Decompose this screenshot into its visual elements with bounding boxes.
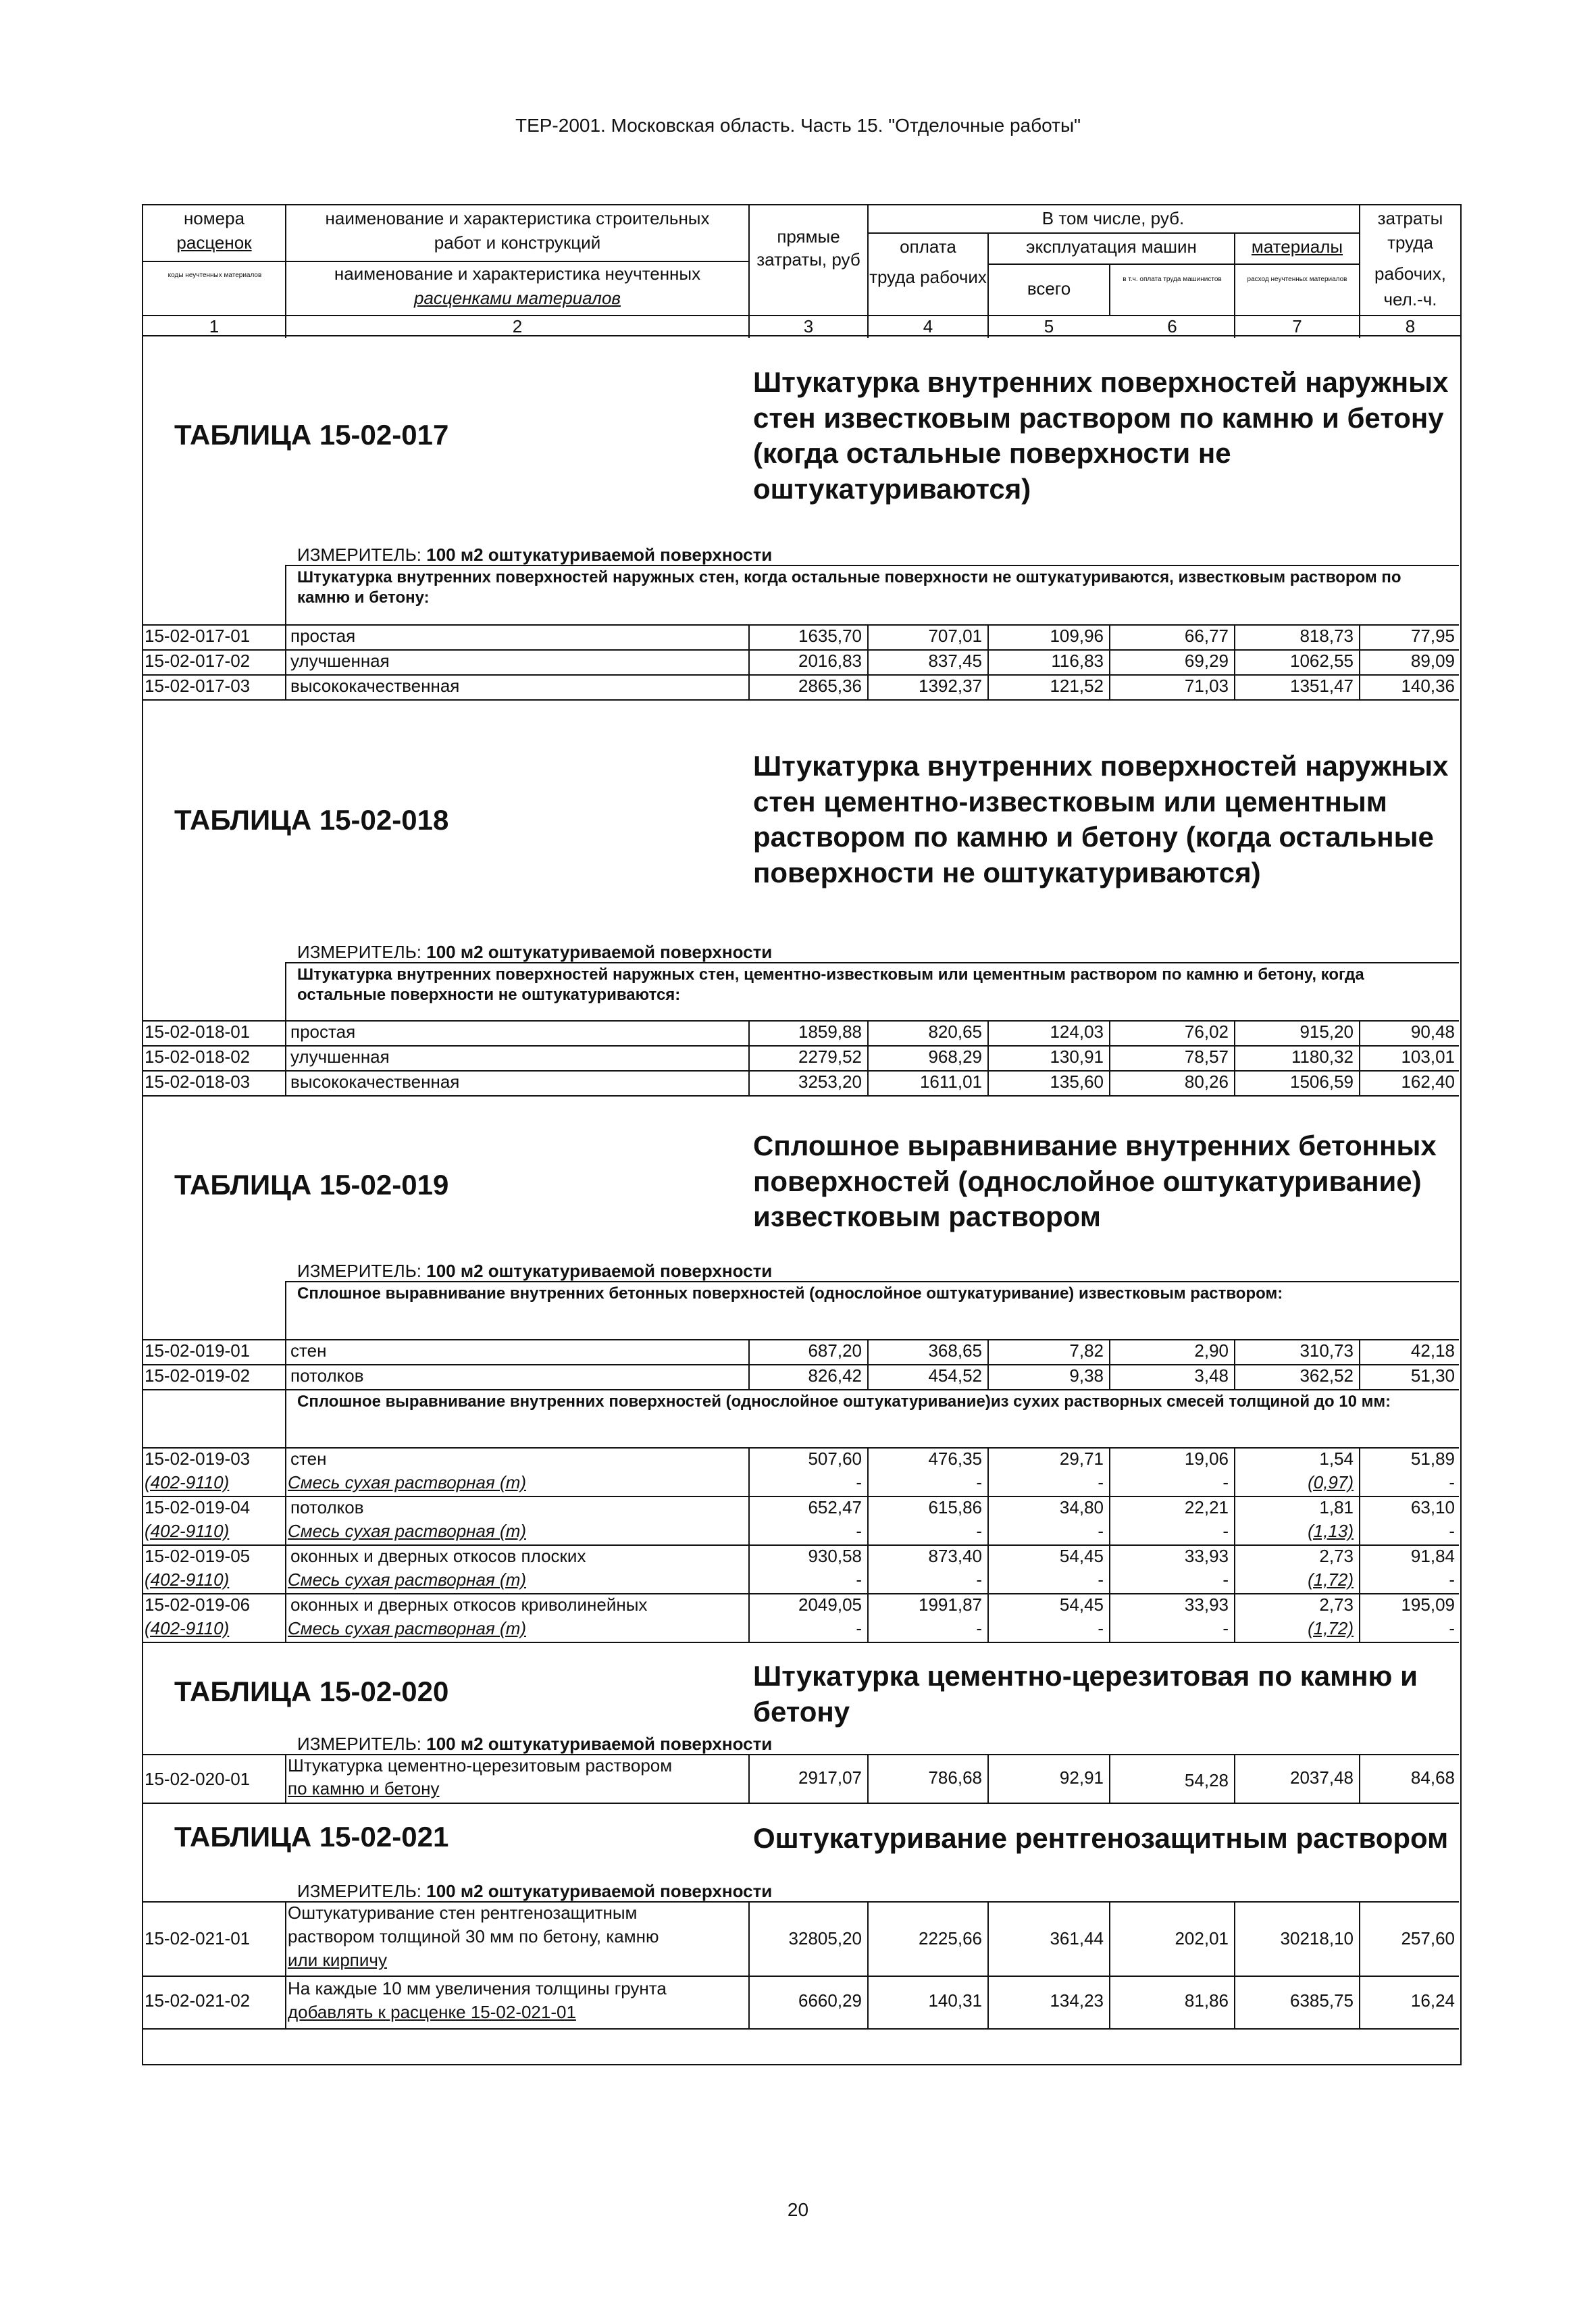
header-col8-bot2: чел.-ч. — [1383, 289, 1437, 309]
table-row: 15-02-019-03 стен 507,60 476,35 29,71 19,06 1,54 51,89 (402-9110) Смесь сухая растворная (т) - - - - (0,97) - — [145, 1449, 1455, 1492]
page-number: 20 — [787, 2199, 809, 2220]
header-mat: материалы — [1251, 236, 1343, 257]
table-row: 15-02-019-06 оконных и дверных откосов криволинейных 2049,05 1991,87 54,45 33,93 2,73 195,09 (402-9110) Смесь сухая растворная (т) - - - - (1,72) - — [145, 1594, 1455, 1638]
measure: ИЗМЕРИТЕЛЬ: 100 м2 оштукатуриваемой поверхности — [297, 942, 773, 962]
table-name: ТАБЛИЦА 15-02-017 — [174, 419, 449, 451]
col-num-2: 2 — [512, 316, 523, 336]
table-name: ТАБЛИЦА 15-02-020 — [174, 1676, 449, 1707]
header-col3: прямые затраты, руб — [756, 226, 860, 270]
header-col1-top: номера — [183, 208, 245, 228]
col-num-7: 7 — [1292, 316, 1302, 336]
table-row: 15-02-019-04 потолков 652,47 615,86 34,80 22,21 1,81 63,10 (402-9110) Смесь сухая растворная (т) - - - - (1,13) - — [145, 1497, 1455, 1541]
table-row: 15-02-019-01 стен 687,20 368,65 7,82 2,90 310,73 42,18 — [145, 1340, 1455, 1361]
table-row: 15-02-021-02 На каждые 10 мм увеличения толщины грунта добавлять к расценке 15-02-021-01 6660,29 140,31 134,23 81,86 6385,75 16,24 — [145, 1978, 1455, 2022]
measure: ИЗМЕРИТЕЛЬ: 100 м2 оштукатуриваемой поверхности — [297, 1261, 773, 1281]
table-row: 15-02-019-05 оконных и дверных откосов плоских 930,58 873,40 54,45 33,93 2,73 91,84 (402-9110) Смесь сухая растворная (т) - - - - (1,72) - — [145, 1546, 1455, 1590]
header-col1-mid: расценок — [176, 232, 252, 253]
table-row: 15-02-020-01 Штукатурка цементно-церезитовым раствором по камню и бетону 2917,07 786,68 92,91 54,28 2037,48 84,68 — [145, 1755, 1455, 1799]
section-header: Сплошное выравнивание внутренних бетонных поверхностей (однослойное оштукатуривание) известковым раствором: — [297, 1284, 1283, 1303]
header-col2-bot2: расценками материалов — [414, 288, 621, 308]
measure: ИЗМЕРИТЕЛЬ: 100 м2 оштукатуриваемой поверхности — [297, 545, 773, 565]
col-num-5: 5 — [1044, 316, 1054, 336]
header-incl: В том числе, руб. — [1041, 208, 1185, 228]
header-col8-mid: труда — [1387, 232, 1433, 253]
table-row: 15-02-021-01 Оштукатуривание стен рентгенозащитным раствором толщиной 30 мм по бетону, камню или кирпичу 32805,20 2225,66 361,44 202,01 30218,10 257,60 — [145, 1903, 1455, 1970]
table-row: 15-02-019-02 потолков 826,42 454,52 9,38 3,48 362,52 51,30 — [145, 1365, 1455, 1386]
header-col7: расход неучтенных материалов — [1247, 276, 1347, 283]
section-header: Штукатурка внутренних поверхностей наружных стен, когда остальные поверхности не оштукатуриваются, известковым раствором по камню и бетону: — [297, 568, 1401, 607]
page-title: ТЕР-2001. Московская область. Часть 15. "Отделочные работы" — [515, 115, 1081, 136]
header-col2-bot1: наименование и характеристика неучтенных — [334, 263, 701, 284]
table-title: Сплошное выравнивание внутренних бетонных поверхностей (однослойное оштукатуривание) известковым раствором — [753, 1130, 1437, 1232]
header-col2-mid: работ и конструкций — [434, 232, 601, 253]
measure: ИЗМЕРИТЕЛЬ: 100 м2 оштукатуриваемой поверхности — [297, 1734, 773, 1754]
col-num-4: 4 — [923, 316, 933, 336]
col-num-3: 3 — [803, 316, 814, 336]
table-row: 15-02-017-03 высококачественная 2865,36 1392,37 121,52 71,03 1351,47 140,36 — [145, 676, 1455, 696]
table-title: Штукатурка цементно-церезитовая по камню и бетону — [753, 1660, 1418, 1728]
section-header-2: Сплошное выравнивание внутренних поверхностей (однослойное оштукатуривание)из сухих растворных смесей толщиной до 10 мм: — [297, 1392, 1391, 1411]
table-row: 15-02-017-02 улучшенная 2016,83 837,45 116,83 69,29 1062,55 89,09 — [145, 651, 1455, 671]
table-title: Штукатурка внутренних поверхностей наружных стен известковым раствором по камню и бетону (когда остальные поверхности не оштукатуриваются) — [753, 366, 1449, 505]
header-col4-bot: труда рабочих — [869, 267, 987, 287]
table-name: ТАБЛИЦА 15-02-021 — [174, 1821, 449, 1853]
header-col6: в т.ч. оплата труда машинистов — [1123, 276, 1222, 283]
col-num-8: 8 — [1405, 316, 1416, 336]
header-col4-top: оплата — [900, 236, 956, 257]
section-header: Штукатурка внутренних поверхностей наружных стен, цементно-известковым или цементным раствором по камню и бетону, когда остальные поверхности не оштукатуриваются: — [297, 965, 1364, 1004]
table-header — [142, 204, 1462, 338]
table-row: 15-02-018-03 высококачественная 3253,20 1611,01 135,60 80,26 1506,59 162,40 — [145, 1072, 1455, 1092]
header-col5: всего — [1027, 278, 1071, 299]
table-name: ТАБЛИЦА 15-02-019 — [174, 1169, 449, 1201]
table-title: Штукатурка внутренних поверхностей наружных стен цементно-известковым или цементным раствором по камню и бетону (когда остальные поверхности не оштукатуриваются) — [753, 750, 1449, 888]
header-col8-top: затраты — [1377, 208, 1443, 228]
table-row: 15-02-018-01 простая 1859,88 820,65 124,03 76,02 915,20 90,48 — [145, 1022, 1455, 1042]
table-row: 15-02-017-01 простая 1635,70 707,01 109,96 66,77 818,73 77,95 — [145, 626, 1455, 646]
header-mach: эксплуатация машин — [1026, 236, 1197, 257]
header-col8-bot1: рабочих, — [1374, 263, 1446, 284]
measure: ИЗМЕРИТЕЛЬ: 100 м2 оштукатуриваемой поверхности — [297, 1881, 773, 1901]
table-name: ТАБЛИЦА 15-02-018 — [174, 804, 449, 836]
col-num-6: 6 — [1167, 316, 1177, 336]
col-num-1: 1 — [209, 316, 220, 336]
header-col2-top: наименование и характеристика строительных — [325, 208, 710, 228]
table-row: 15-02-018-02 улучшенная 2279,52 968,29 130,91 78,57 1180,32 103,01 — [145, 1047, 1455, 1067]
header-col1-bot: коды неучтенных материалов — [168, 272, 262, 279]
table-title: Оштукатуривание рентгенозащитным раствором — [753, 1822, 1449, 1854]
